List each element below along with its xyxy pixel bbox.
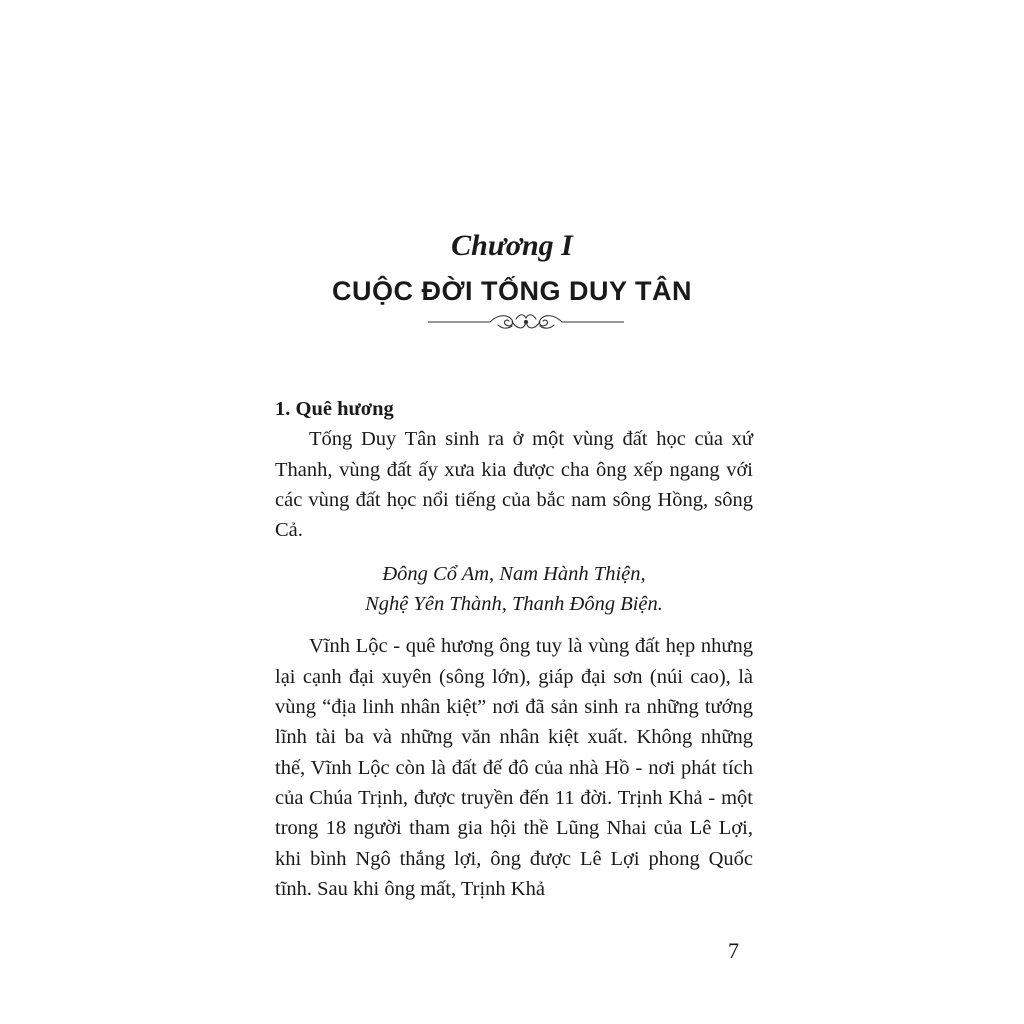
paragraph-2: Vĩnh Lộc - quê hương ông tuy là vùng đất hẹp nhưng lại cạnh đại xuyên (sông lớn), giáp đại sơn (núi cao), là vùng “địa linh nhân kiệt” nơi đã sản sinh ra những tướng lĩnh tài ba và những văn nhân kiệt xuất. Không những thế, Vĩnh Lộc còn là đất đế đô của nhà Hồ - nơi phát tích của Chúa Trịnh, được truyền đến 11 đời. Trịnh Khả - một trong 18 người tham gia hội thề Lũng Nhai của Lê Lợi, khi bình Ngô thắng lợi, ông được Lê Lợi phong Quốc tĩnh. Sau khi ông mất, Trịnh Khả [275, 635, 753, 900]
verse-block [275, 559, 753, 619]
paragraph-1: Tống Duy Tân sinh ra ở một vùng đất học của xứ Thanh, vùng đất ấy xưa kia được cha ông xếp ngang với các vùng đất học nổi tiếng của bắc nam sông Hồng, sông Cả. [275, 428, 753, 542]
chapter-label: Chương I [451, 229, 573, 262]
verse-line-1: Đông Cổ Am, Nam Hành Thiện, [382, 563, 646, 586]
chapter-title: CUỘC ĐỜI TỐNG DUY TÂN [331, 276, 693, 306]
page-number: 7 [728, 938, 739, 963]
section-heading: 1. Quê hương [275, 398, 394, 420]
verse-line-2: Nghệ Yên Thành, Thanh Đông Biện. [365, 593, 663, 616]
body-text [275, 394, 753, 904]
flourish-divider-icon [428, 310, 624, 334]
